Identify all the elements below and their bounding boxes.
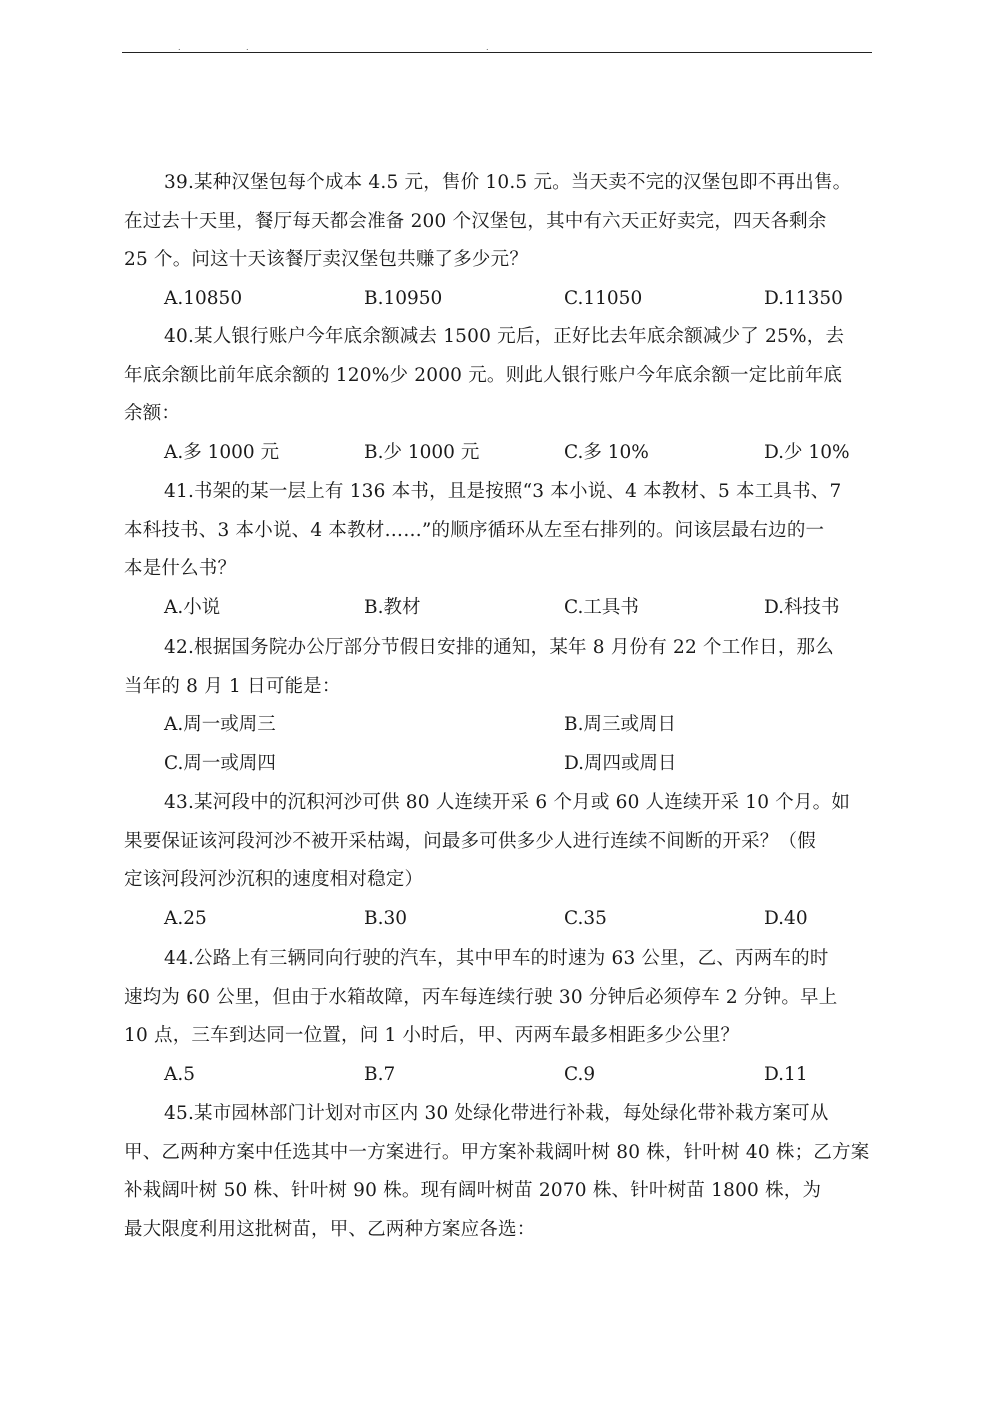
option-row	[124, 1056, 864, 1095]
option-c[interactable]: C.周一或周四	[164, 752, 276, 774]
question-text-line: 25 个。问这十天该餐厅卖汉堡包共赚了多少元？	[124, 249, 529, 270]
question-text-line: 本科技书、3 本小说、4 本教材……”的顺序循环从左至右排列的。问该层最右边的一	[124, 519, 825, 541]
option-row	[124, 589, 864, 628]
option-d[interactable]: D.40	[764, 907, 808, 929]
option-a[interactable]: A.多 1000 元	[164, 441, 280, 463]
question-40	[124, 318, 864, 472]
header-dot: .	[246, 43, 249, 52]
question-text-line: 在过去十天里，餐厅每天都会准备 200 个汉堡包，其中有六天正好卖完，四天各剩余	[124, 210, 827, 232]
question-text-line: 最大限度利用这批树苗，甲、乙两种方案应各选：	[124, 1218, 536, 1240]
question-text-line: 10 点，三车到达同一位置，问 1 小时后，甲、丙两车最多相距多少公里？	[124, 1025, 740, 1046]
option-b[interactable]: B.少 1000 元	[364, 441, 480, 463]
option-a[interactable]: A.周一或周三	[164, 714, 276, 735]
question-text-line: 42.根据国务院办公厅部分节假日安排的通知，某年 8 月份有 22 个工作日，那么	[164, 637, 834, 658]
question-42	[124, 629, 864, 783]
question-text-line: 45.某市园林部门计划对市区内 30 处绿化带进行补栽，每处绿化带补栽方案可从	[164, 1103, 829, 1124]
option-d[interactable]: D.少 10%	[764, 441, 850, 463]
option-row	[124, 706, 864, 745]
option-c[interactable]: C.工具书	[564, 596, 639, 618]
option-row	[124, 900, 864, 939]
question-text-line: 40.某人银行账户今年底余额减去 1500 元后，正好比去年底余额减少了 25%，去	[164, 326, 845, 347]
option-row	[124, 280, 864, 319]
question-text-line: 速均为 60 公里，但由于水箱故障，丙车每连续行驶 30 分钟后必须停车 2 分钟。早上	[124, 986, 838, 1008]
option-b[interactable]: B.10950	[364, 287, 443, 309]
question-text-line: 甲、乙两种方案中任选其中一方案进行。甲方案补栽阔叶树 80 株，针叶树 40 株；乙方案	[124, 1141, 870, 1163]
question-text-line: 果要保证该河段河沙不被开采枯竭，问最多可供多少人进行连续不间断的开采？（假	[124, 830, 816, 852]
header-rule	[122, 52, 872, 53]
option-a[interactable]: A.5	[164, 1063, 196, 1085]
option-d[interactable]: D.11350	[764, 287, 843, 309]
question-39	[124, 164, 864, 318]
question-text-line: 本是什么书？	[124, 558, 237, 579]
question-41	[124, 473, 864, 627]
question-45	[124, 1095, 870, 1249]
question-text-line: 年底余额比前年底余额的 120%少 2000 元。则此人银行账户今年底余额一定比前年底	[124, 364, 843, 386]
question-text-line: 41.书架的某一层上有 136 本书，且是按照“3 本小说、4 本教材、5 本工具书、7	[164, 481, 842, 502]
option-b[interactable]: B.周三或周日	[564, 714, 676, 735]
option-c[interactable]: C.9	[564, 1063, 596, 1085]
option-b[interactable]: B.7	[364, 1063, 396, 1085]
option-c[interactable]: C.多 10%	[564, 441, 649, 463]
option-row	[124, 434, 864, 473]
header-dot: .	[178, 43, 181, 52]
question-text-line: 44.公路上有三辆同向行驶的汽车，其中甲车的时速为 63 公里，乙、丙两车的时	[164, 948, 829, 969]
option-d[interactable]: D.周四或周日	[564, 752, 677, 774]
question-text-line: 补栽阔叶树 50 株、针叶树 90 株。现有阔叶树苗 2070 株、针叶树苗 1800 株，为	[124, 1180, 822, 1201]
question-text-line: 当年的 8 月 1 日可能是：	[124, 675, 341, 697]
option-d[interactable]: D.科技书	[764, 596, 840, 618]
option-d[interactable]: D.11	[764, 1063, 808, 1085]
question-text-line: 43.某河段中的沉积河沙可供 80 人连续开采 6 个月或 60 人连续开采 10 个月。如	[164, 792, 851, 813]
option-a[interactable]: A.小说	[164, 596, 221, 618]
option-a[interactable]: A.25	[164, 907, 207, 929]
question-text-line: 余额：	[124, 403, 181, 424]
question-43	[124, 784, 864, 938]
header-dot: .	[486, 43, 489, 52]
option-a[interactable]: A.10850	[164, 287, 243, 309]
question-text-line: 定该河段河沙沉积的速度相对稳定）	[124, 869, 424, 890]
question-44	[124, 940, 864, 1094]
option-row	[124, 745, 864, 784]
option-c[interactable]: C.35	[564, 907, 607, 929]
option-b[interactable]: B.教材	[364, 596, 421, 618]
option-b[interactable]: B.30	[364, 907, 408, 929]
option-c[interactable]: C.11050	[564, 287, 643, 309]
question-text-line: 39.某种汉堡包每个成本 4.5 元，售价 10.5 元。当天卖不完的汉堡包即不再出售。	[164, 172, 852, 193]
